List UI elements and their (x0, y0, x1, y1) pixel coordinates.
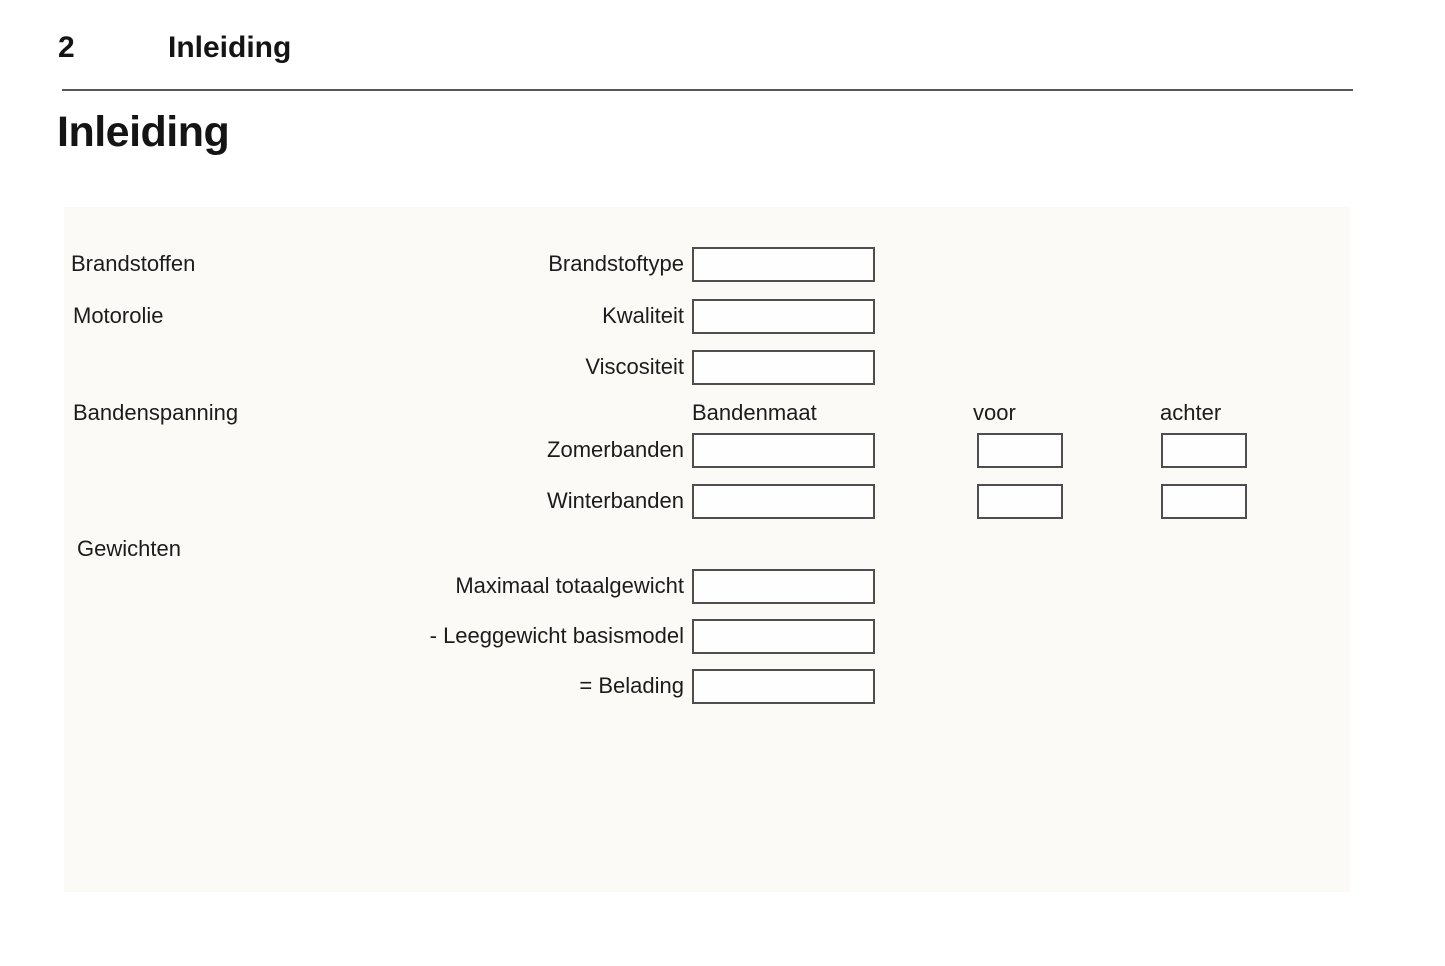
column-header-bandenmaat: Bandenmaat (692, 400, 817, 425)
winterbanden-bandenmaat-input[interactable] (692, 484, 875, 519)
section-label-motorolie: Motorolie (73, 303, 164, 328)
zomerbanden-achter-input[interactable] (1161, 433, 1247, 468)
winterbanden-achter-input[interactable] (1161, 484, 1247, 519)
field-label-viscositeit: Viscositeit (585, 354, 684, 379)
maximaal-totaalgewicht-input[interactable] (692, 569, 875, 604)
column-header-achter: achter (1160, 400, 1222, 425)
belading-input[interactable] (692, 669, 875, 704)
page-title: Inleiding (57, 108, 230, 156)
field-label-brandstoftype: Brandstoftype (548, 251, 684, 276)
field-label-maximaal-totaalgewicht: Maximaal totaalgewicht (455, 573, 684, 598)
header-divider (62, 89, 1353, 91)
field-row-brandstoftype (64, 246, 875, 282)
spec-form-panel (64, 207, 1350, 892)
winterbanden-voor-input[interactable] (977, 484, 1063, 519)
brandstoftype-input[interactable] (692, 247, 875, 282)
chapter-title: Inleiding (168, 31, 292, 64)
kwaliteit-input[interactable] (692, 299, 875, 334)
section-label-bandenspanning: Bandenspanning (73, 400, 239, 425)
zomerbanden-bandenmaat-input[interactable] (692, 433, 875, 468)
field-label-leeggewicht-basismodel: - Leeggewicht basismodel (429, 623, 684, 648)
viscositeit-input[interactable] (692, 350, 875, 385)
field-row-maximaal-totaalgewicht (64, 568, 875, 604)
field-row-winterbanden (64, 483, 1247, 519)
field-row-kwaliteit (64, 298, 875, 334)
field-label-belading: = Belading (579, 673, 684, 698)
field-row-leeggewicht-basismodel (64, 618, 875, 654)
field-row-viscositeit (64, 349, 875, 385)
field-row-belading (64, 668, 875, 704)
zomerbanden-voor-input[interactable] (977, 433, 1063, 468)
section-label-brandstoffen: Brandstoffen (71, 251, 196, 276)
leeggewicht-basismodel-input[interactable] (692, 619, 875, 654)
field-label-zomerbanden: Zomerbanden (547, 437, 684, 462)
page-number: 2 (58, 31, 75, 64)
field-label-winterbanden: Winterbanden (547, 488, 684, 513)
field-label-kwaliteit: Kwaliteit (602, 303, 684, 328)
section-label-gewichten: Gewichten (77, 536, 181, 561)
field-row-zomerbanden (64, 432, 1247, 468)
column-header-voor: voor (973, 400, 1016, 425)
